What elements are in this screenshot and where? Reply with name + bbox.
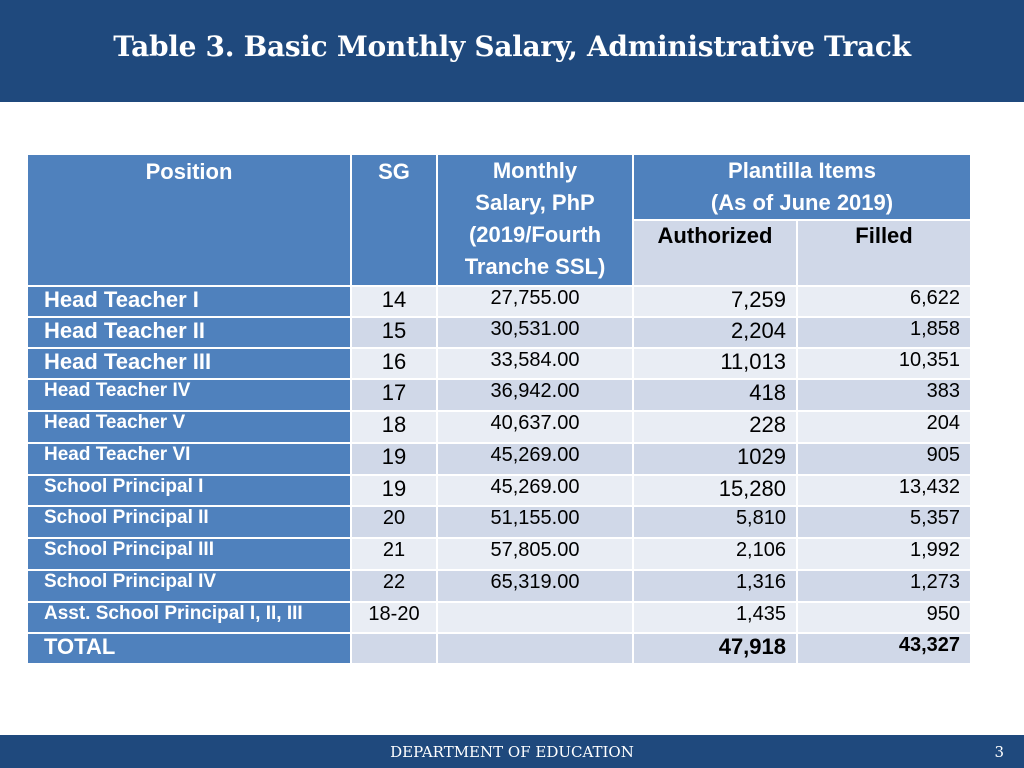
row-filled: 950 <box>797 602 971 633</box>
row-sg: 15 <box>351 317 437 348</box>
row-authorized: 1,316 <box>633 570 797 602</box>
row-sg: 19 <box>351 443 437 475</box>
row-filled: 6,622 <box>797 286 971 317</box>
header-sg-label: SG <box>378 159 410 184</box>
row-salary: 45,269.00 <box>437 475 633 506</box>
table-row <box>27 443 971 475</box>
total-filled: 43,327 <box>797 633 971 664</box>
table-row <box>27 286 971 317</box>
row-position: School Principal III <box>27 538 351 570</box>
header-plantilla-line1: Plantilla Items <box>728 158 876 183</box>
row-position: Head Teacher II <box>27 317 351 348</box>
row-authorized: 11,013 <box>633 348 797 379</box>
row-authorized: 228 <box>633 411 797 443</box>
slide-title: Table 3. Basic Monthly Salary, Administrative Track <box>113 30 911 63</box>
row-salary: 30,531.00 <box>437 317 633 348</box>
table-row <box>27 602 971 633</box>
header-position-label: Position <box>145 159 233 184</box>
row-sg: 22 <box>351 570 437 602</box>
row-position: Head Teacher V <box>27 411 351 443</box>
header-salary-line4: Tranche SSL) <box>464 254 606 279</box>
table-row <box>27 538 971 570</box>
total-salary <box>437 633 633 664</box>
total-label: TOTAL <box>27 633 351 664</box>
header-salary-line3: (2019/Fourth <box>468 222 602 247</box>
table-row <box>27 411 971 443</box>
row-authorized: 1,435 <box>633 602 797 633</box>
total-authorized: 47,918 <box>633 633 797 664</box>
page-number: 3 <box>994 743 1004 761</box>
row-position: School Principal IV <box>27 570 351 602</box>
row-position: Head Teacher VI <box>27 443 351 475</box>
row-filled: 13,432 <box>797 475 971 506</box>
row-filled: 204 <box>797 411 971 443</box>
row-salary: 36,942.00 <box>437 379 633 411</box>
footer-department: DEPARTMENT OF EDUCATION <box>390 743 634 761</box>
row-sg: 18 <box>351 411 437 443</box>
header-salary <box>437 154 633 286</box>
row-authorized: 418 <box>633 379 797 411</box>
row-salary: 51,155.00 <box>437 506 633 538</box>
header-salary-line2: Salary, PhP <box>475 190 595 215</box>
header-authorized: Authorized <box>633 220 797 286</box>
row-position: Head Teacher III <box>27 348 351 379</box>
table-row <box>27 348 971 379</box>
row-position: Asst. School Principal I, II, III <box>27 602 351 633</box>
row-authorized: 1029 <box>633 443 797 475</box>
row-filled: 383 <box>797 379 971 411</box>
row-salary: 27,755.00 <box>437 286 633 317</box>
row-authorized: 15,280 <box>633 475 797 506</box>
row-filled: 1,273 <box>797 570 971 602</box>
row-filled: 5,357 <box>797 506 971 538</box>
row-sg: 17 <box>351 379 437 411</box>
row-position: School Principal I <box>27 475 351 506</box>
table-row <box>27 475 971 506</box>
row-sg: 20 <box>351 506 437 538</box>
row-authorized: 2,106 <box>633 538 797 570</box>
row-salary: 45,269.00 <box>437 443 633 475</box>
row-authorized: 5,810 <box>633 506 797 538</box>
table-row <box>27 506 971 538</box>
row-salary: 57,805.00 <box>437 538 633 570</box>
row-sg: 14 <box>351 286 437 317</box>
salary-table <box>26 153 972 665</box>
row-sg: 18-20 <box>351 602 437 633</box>
total-sg <box>351 633 437 664</box>
table-row <box>27 379 971 411</box>
row-filled: 905 <box>797 443 971 475</box>
row-salary: 40,637.00 <box>437 411 633 443</box>
row-filled: 1,992 <box>797 538 971 570</box>
row-filled: 1,858 <box>797 317 971 348</box>
row-sg: 21 <box>351 538 437 570</box>
row-authorized: 2,204 <box>633 317 797 348</box>
row-position: Head Teacher I <box>27 286 351 317</box>
header-position <box>27 154 351 286</box>
header-plantilla <box>633 154 971 220</box>
header-salary-line1: Monthly <box>492 158 578 183</box>
row-salary <box>437 602 633 633</box>
header-plantilla-line2: (As of June 2019) <box>710 190 894 215</box>
row-salary: 65,319.00 <box>437 570 633 602</box>
row-position: Head Teacher IV <box>27 379 351 411</box>
row-filled: 10,351 <box>797 348 971 379</box>
total-row <box>27 633 971 664</box>
table-row <box>27 570 971 602</box>
header-sg <box>351 154 437 286</box>
row-authorized: 7,259 <box>633 286 797 317</box>
row-position: School Principal II <box>27 506 351 538</box>
header-filled: Filled <box>797 220 971 286</box>
row-salary: 33,584.00 <box>437 348 633 379</box>
row-sg: 19 <box>351 475 437 506</box>
table-row <box>27 317 971 348</box>
row-sg: 16 <box>351 348 437 379</box>
